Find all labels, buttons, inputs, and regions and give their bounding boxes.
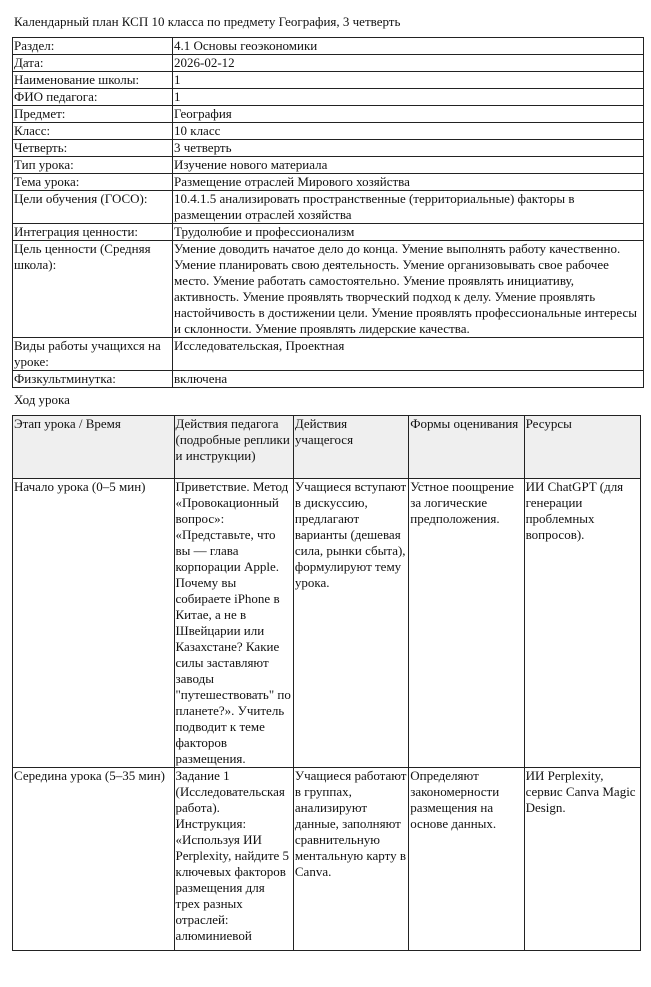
info-label: ФИО педагога:: [13, 89, 173, 106]
info-label: Интеграция ценности:: [13, 224, 173, 241]
lesson-progress-heading: Ход урока: [14, 392, 70, 407]
info-row: [13, 123, 644, 140]
info-label: Класс:: [13, 123, 173, 140]
info-row: [13, 174, 644, 191]
info-row: [13, 157, 644, 174]
header-resources: Ресурсы: [524, 416, 640, 479]
assessment-cell: Определяют закономерности размещения на основе данных.: [409, 768, 524, 951]
info-label: Цель ценности (Средняя школа):: [13, 241, 173, 338]
student-actions-cell: Учащиеся работают в группах, анализируют данные, заполняют сравнительную ментальную карту в Canva.: [293, 768, 408, 951]
info-label: Цели обучения (ГОСО):: [13, 191, 173, 224]
info-row: [13, 224, 644, 241]
info-value: включена: [173, 371, 644, 388]
info-value: 10 класс: [173, 123, 644, 140]
info-row: [13, 338, 644, 371]
info-label: Тип урока:: [13, 157, 173, 174]
header-stage: Этап урока / Время: [13, 416, 175, 479]
info-value: Исследовательская, Проектная: [173, 338, 644, 371]
info-value: 1: [173, 89, 644, 106]
teacher-actions-cell: Приветствие. Метод «Провокационный вопрос»: «Представьте, что вы — глава корпорации Apple. Почему вы собираете iPhone в Китае, а не в Швейцарии или Казахстане? Какие силы заставляют заводы "путешествовать" по планете?». Учитель подводит к теме факторов размещения.: [174, 479, 293, 768]
info-value: Трудолюбие и профессионализм: [173, 224, 644, 241]
info-value: 3 четверть: [173, 140, 644, 157]
info-value: 2026-02-12: [173, 55, 644, 72]
assessment-cell: Устное поощрение за логические предположения.: [409, 479, 524, 768]
resources-cell: ИИ Perplexity, сервис Canva Magic Design.: [524, 768, 640, 951]
info-row: [13, 140, 644, 157]
document-title: Календарный план КСП 10 класса по предмету География, 3 четверть: [14, 14, 401, 29]
table-row: [13, 479, 641, 768]
info-row: [13, 191, 644, 224]
info-value: Изучение нового материала: [173, 157, 644, 174]
info-value: Умение доводить начатое дело до конца. Умение выполнять работу качественно. Умение планировать свою деятельность. Умение организовывать свое рабочее место. Умение работать самостоятельно. Умение проявлять инициативу, активность. Умение проявлять творческий подход к делу. Умение проявлять настойчивость в достижении цели. Умение проявлять профессиональные интересы и склонности. Умение проявлять лидерские качества.: [173, 241, 644, 338]
info-row: [13, 241, 644, 338]
table-row: [13, 768, 641, 951]
info-value: 10.4.1.5 анализировать пространственные (территориальные) факторы в размещении отраслей хозяйства: [173, 191, 644, 224]
table-header-row: [13, 416, 641, 479]
lesson-plan-table: [12, 415, 641, 951]
info-row: [13, 72, 644, 89]
info-label: Виды работы учащихся на уроке:: [13, 338, 173, 371]
header-student-actions: Действия учащегося: [293, 416, 408, 479]
info-label: Четверть:: [13, 140, 173, 157]
info-value: Размещение отраслей Мирового хозяйства: [173, 174, 644, 191]
info-row: [13, 55, 644, 72]
info-label: Раздел:: [13, 38, 173, 55]
stage-cell: Середина урока (5–35 мин): [13, 768, 175, 951]
info-row: [13, 38, 644, 55]
info-label: Предмет:: [13, 106, 173, 123]
lesson-info-table: [12, 37, 644, 388]
stage-cell: Начало урока (0–5 мин): [13, 479, 175, 768]
student-actions-cell: Учащиеся вступают в дискуссию, предлагают варианты (дешевая сила, рынки сбыта), формулируют тему урока.: [293, 479, 408, 768]
info-row: [13, 89, 644, 106]
resources-cell: ИИ ChatGPT (для генерации проблемных вопросов).: [524, 479, 640, 768]
info-label: Дата:: [13, 55, 173, 72]
header-assessment: Формы оценивания: [409, 416, 524, 479]
info-value: География: [173, 106, 644, 123]
header-teacher-actions: Действия педагога (подробные реплики и инструкции): [174, 416, 293, 479]
info-label: Тема урока:: [13, 174, 173, 191]
info-row: [13, 371, 644, 388]
info-value: 1: [173, 72, 644, 89]
info-label: Физкультминутка:: [13, 371, 173, 388]
info-label: Наименование школы:: [13, 72, 173, 89]
info-row: [13, 106, 644, 123]
info-value: 4.1 Основы геоэкономики: [173, 38, 644, 55]
teacher-actions-cell: Задание 1 (Исследовательская работа). Инструкция: «Используя ИИ Perplexity, найдите 5 ключевых факторов размещения для трех разных отраслей: алюминиевой: [174, 768, 293, 951]
